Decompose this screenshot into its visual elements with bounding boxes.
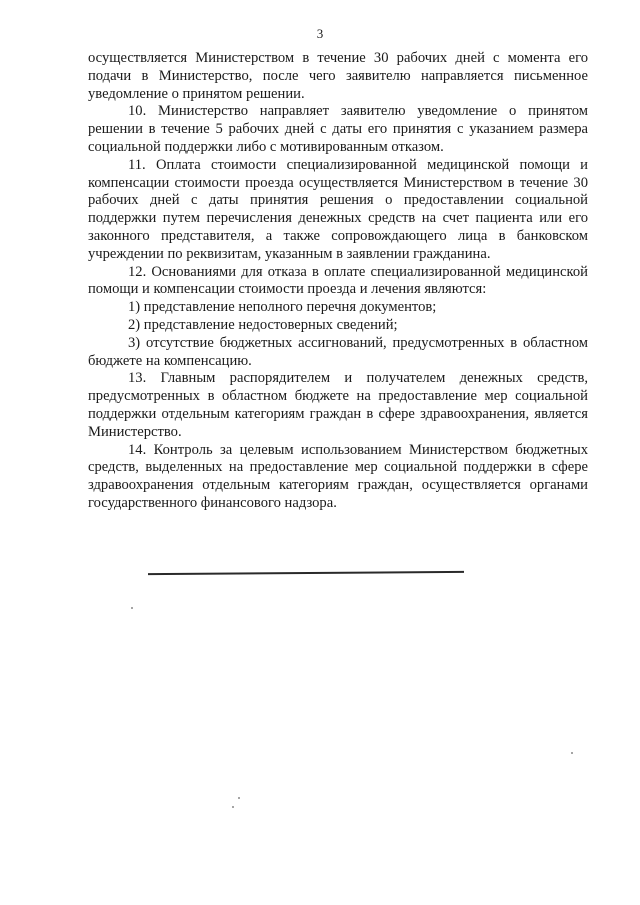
- list-item-1: 1) представление неполного перечня документов;: [128, 299, 437, 316]
- paragraph-continuation: осуществляется Министерством в течение 30 рабочих дней с момента его подачи в Министерство, после чего заявителю направляется письменное уведомление о принятом решении.: [88, 50, 588, 102]
- scan-speck: [131, 607, 133, 609]
- scan-speck: [238, 797, 240, 799]
- scan-speck: [571, 752, 573, 754]
- paragraph-12: 12. Основаниями для отказа в оплате специализированной медицинской помощи и компенсации стоимости проезда и лечения являются:: [88, 263, 588, 298]
- closing-rule-line: [148, 571, 464, 575]
- paragraph-14: 14. Контроль за целевым использованием Министерством бюджетных средств, выделенных на предоставление мер социальной поддержки в сфере здравоохранения отдельным категориям граждан, осуществляется органами государственного финансового надзора.: [88, 441, 588, 511]
- page-number: 3: [316, 26, 324, 41]
- scan-speck: [232, 806, 234, 808]
- list-item-2: 2) представление недостоверных сведений;: [128, 316, 398, 333]
- paragraph-11: 11. Оплата стоимости специализированной медицинской помощи и компенсации стоимости проезда осуществляется Министерством в течение 30 рабочих дней с даты принятия решения о предоставлении социальной поддержки путем перечисления денежных средств на счет пациента или его законного представителя, а также сопровождающего лица в банковском учреждении по реквизитам, указанным в заявлении гражданина.: [88, 156, 588, 262]
- paragraph-13: 13. Главным распорядителем и получателем денежных средств, предусмотренных в областном бюджете на предоставление мер социальной поддержки отдельным категориям граждан в сфере здравоохранения, является Министерство.: [88, 370, 588, 440]
- document-body: [88, 50, 588, 513]
- paragraph-10: 10. Министерство направляет заявителю уведомление о принятом решении в течение 5 рабочих дней с даты его принятия с указанием размера социальной поддержки либо с мотивированным отказом.: [88, 103, 588, 155]
- list-item-3: 3) отсутствие бюджетных ассигнований, предусмотренных в областном бюджете на компенсацию.: [88, 334, 588, 369]
